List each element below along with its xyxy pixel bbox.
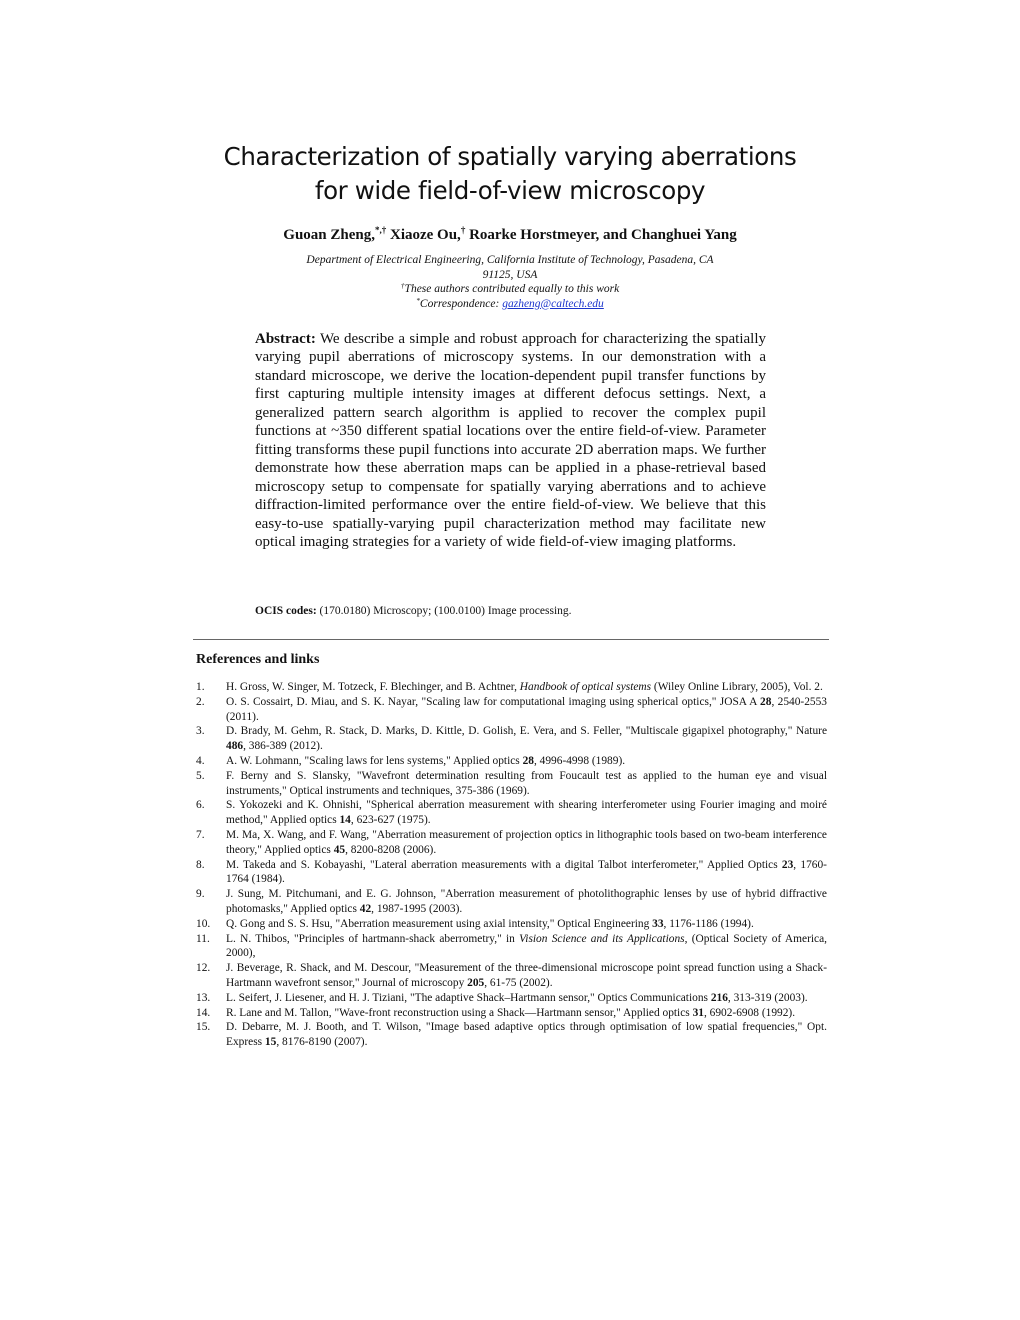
reference-post: , 1987-1995 (2003). xyxy=(371,902,463,915)
reference-bold: 23 xyxy=(781,858,794,871)
reference-number: 4. xyxy=(196,754,205,767)
reference-post: , 386-389 (2012). xyxy=(243,740,323,753)
reference-number: 7. xyxy=(196,828,205,841)
reference-post: , 2540-2553 (2011). xyxy=(226,695,827,723)
reference-pre: D. Brady, M. Gehm, R. Stack, D. Marks, D. Kittle, D. Golish, E. Vera, and S. Feller, "Multiscale gigapixel photography," Nature xyxy=(226,725,827,738)
author-zheng-marks: *,† xyxy=(374,225,387,235)
reference-bold: 486 xyxy=(226,740,244,753)
reference-pre: L. N. Thibos, "Principles of hartmann-shack aberrometry," in xyxy=(226,932,520,945)
reference-number: 2. xyxy=(196,695,205,708)
reference-item xyxy=(196,680,827,695)
reference-post: , 1760-1764 (1984). xyxy=(226,858,827,886)
author-ou: Xiaoze Ou, xyxy=(386,227,461,243)
reference-ital: Vision Science and its Applications xyxy=(519,932,685,945)
reference-pre: Q. Gong and S. S. Hsu, "Aberration measurement using axial intensity," Optical Engineering xyxy=(226,917,653,930)
reference-number: 9. xyxy=(196,888,205,901)
reference-number: 1. xyxy=(196,681,205,693)
reference-pre: L. Seifert, J. Liesener, and H. J. Tiziani, "The adaptive Shack–Hartmann sensor," Optics Communications xyxy=(226,991,711,1004)
reference-ital: Handbook of optical systems xyxy=(519,681,652,693)
reference-bold: 45 xyxy=(333,843,346,856)
asterisk-mark: * xyxy=(416,295,420,305)
reference-number: 8. xyxy=(196,858,205,871)
reference-post: , 623-627 (1975). xyxy=(350,814,431,827)
abstract xyxy=(255,330,766,551)
reference-item xyxy=(196,1006,827,1021)
reference-number: 15. xyxy=(196,1021,211,1034)
reference-post: , 313-319 (2003). xyxy=(727,991,808,1004)
section-divider xyxy=(193,639,829,640)
reference-item xyxy=(196,828,827,858)
reference-pre: J. Sung, M. Pitchumani, and E. G. Johnson, "Aberration measurement of photolithographic lenses by use of hybrid diffractive photomasks," Applied optics xyxy=(226,888,827,915)
correspondence-email-link[interactable]: gazheng@caltech.edu xyxy=(502,297,604,310)
reference-post: , 8200-8208 (2006). xyxy=(345,843,437,856)
affiliation-block xyxy=(200,253,820,311)
reference-pre: M. Takeda and S. Kobayashi, "Lateral aberration measurements with a digital Talbot interferometer," Applied Optics xyxy=(226,858,782,871)
reference-pre: O. S. Cossairt, D. Miau, and S. K. Nayar, "Scaling law for computational imaging using spherical optics," JOSA A xyxy=(226,695,761,708)
reference-number: 13. xyxy=(196,991,211,1004)
references-heading: References and links xyxy=(196,652,320,667)
reference-number: 10. xyxy=(196,917,211,930)
reference-bold: 216 xyxy=(710,991,728,1004)
equal-contribution-text: These authors contributed equally to this work xyxy=(404,283,620,295)
author-zheng: Guoan Zheng, xyxy=(283,227,375,243)
references-list xyxy=(196,680,827,1050)
affiliation-line-2: 91125, USA xyxy=(482,268,538,281)
reference-post: , (Optical Society of America, 2000), xyxy=(226,932,827,960)
reference-item xyxy=(196,769,827,799)
reference-item xyxy=(196,917,827,932)
reference-bold: 31 xyxy=(692,1006,704,1019)
reference-item xyxy=(196,932,827,962)
reference-number: 11. xyxy=(196,932,210,945)
reference-pre: A. W. Lohmann, "Scaling laws for lens systems," Applied optics xyxy=(226,754,523,767)
author-list xyxy=(150,227,870,244)
reference-pre: H. Gross, W. Singer, M. Totzeck, F. Blechinger, and B. Achtner, xyxy=(226,681,520,693)
reference-bold: 15 xyxy=(264,1036,277,1049)
reference-pre: M. Ma, X. Wang, and F. Wang, "Aberration measurement of projection optics in lithographic tools based on two-beam interference theory," Applied optics xyxy=(226,828,827,856)
reference-number: 6. xyxy=(196,799,205,812)
reference-bold: 28 xyxy=(522,754,534,767)
reference-number: 14. xyxy=(196,1006,211,1019)
reference-pre: S. Yokozeki and K. Ohnishi, "Spherical aberration measurement with shearing interferometer using Fourier imaging and moiré method," Applied optics xyxy=(226,799,827,827)
ocis-label: OCIS codes: xyxy=(255,605,317,617)
reference-pre: R. Lane and M. Tallon, "Wave-front reconstruction using a Shack—Hartmann sensor," Applied optics xyxy=(226,1006,693,1019)
reference-bold: 42 xyxy=(359,902,372,915)
reference-bold: 14 xyxy=(339,814,351,827)
reference-item xyxy=(196,724,827,754)
dagger-mark: † xyxy=(400,281,405,290)
reference-post: , 61-75 (2002). xyxy=(484,976,553,989)
ocis-text: (170.0180) Microscopy; (100.0100) Image processing. xyxy=(316,605,572,617)
reference-item xyxy=(196,887,827,917)
reference-bold: 33 xyxy=(652,917,664,930)
reference-pre: J. Beverage, R. Shack, and M. Descour, "Measurement of the three‐dimensional microscope point spread function using a Shack‐Hartmann wavefront sensor," Journal of microscopy xyxy=(226,962,827,989)
reference-pre: D. Debarre, M. J. Booth, and T. Wilson, "Image based adaptive optics through optimisation of low spatial frequencies," Opt. Express xyxy=(226,1021,827,1049)
paper-title xyxy=(120,140,900,208)
reference-item xyxy=(196,1020,827,1050)
reference-item xyxy=(196,858,827,888)
correspondence-label: Correspondence: xyxy=(419,297,503,310)
reference-post: , 8176-8190 (2007). xyxy=(276,1036,368,1049)
reference-post: , 1176-1186 (1994). xyxy=(663,917,754,930)
title-line-1: Characterization of spatially varying aberrations xyxy=(223,142,797,171)
reference-bold: 28 xyxy=(760,695,772,708)
reference-item xyxy=(196,695,827,725)
ocis-codes xyxy=(255,605,775,617)
author-rest: Roarke Horstmeyer, and Changhuei Yang xyxy=(465,227,737,243)
reference-item xyxy=(196,991,827,1006)
abstract-label: Abstract: xyxy=(255,331,316,347)
reference-number: 5. xyxy=(196,769,205,782)
reference-post: , 4996-4998 (1989). xyxy=(533,754,626,767)
reference-post: , 6902-6908 (1992). xyxy=(703,1006,796,1019)
reference-bold: 205 xyxy=(467,976,485,989)
correspondence-note xyxy=(200,297,820,312)
author-ou-marks: † xyxy=(460,225,466,235)
reference-item xyxy=(196,961,827,991)
reference-item xyxy=(196,798,827,828)
title-line-2: for wide field-of-view microscopy xyxy=(314,176,706,205)
affiliation-line-1: Department of Electrical Engineering, California Institute of Technology, Pasadena, CA xyxy=(306,254,714,266)
reference-post: (Wiley Online Library, 2005), Vol. 2. xyxy=(651,681,823,693)
equal-contribution-note xyxy=(200,282,820,297)
reference-pre: F. Berny and S. Slansky, "Wavefront determination resulting from Foucault test as applied to the human eye and visual instruments," Optical instruments and techniques, 375-386 (1969). xyxy=(226,769,827,797)
abstract-text: We describe a simple and robust approach for characterizing the spatially varying pupil aberrations of microscopy systems. In our demonstration with a standard microscope, we derive the location-dependent pupil transfer functions by first capturing multiple intensity images at different defocus settings. Next, a generalized pattern search algorithm is applied to recover the complex pupil functions at ~350 different spatial locations over the entire field-of-view. Parameter fitting transforms these pupil functions into accurate 2D aberration maps. We further demonstrate how these aberration maps can be applied in a phase-retrieval based microscopy setup to compensate for spatially varying aberrations and to achieve diffraction-limited performance over the entire field-of-view. We believe that this easy-to-use spatially-varying pupil characterization method may facilitate new optical imaging strategies for a variety of wide field-of-view imaging platforms. xyxy=(255,331,766,550)
reference-item xyxy=(196,754,827,769)
reference-number: 3. xyxy=(196,725,205,738)
reference-number: 12. xyxy=(196,962,211,975)
